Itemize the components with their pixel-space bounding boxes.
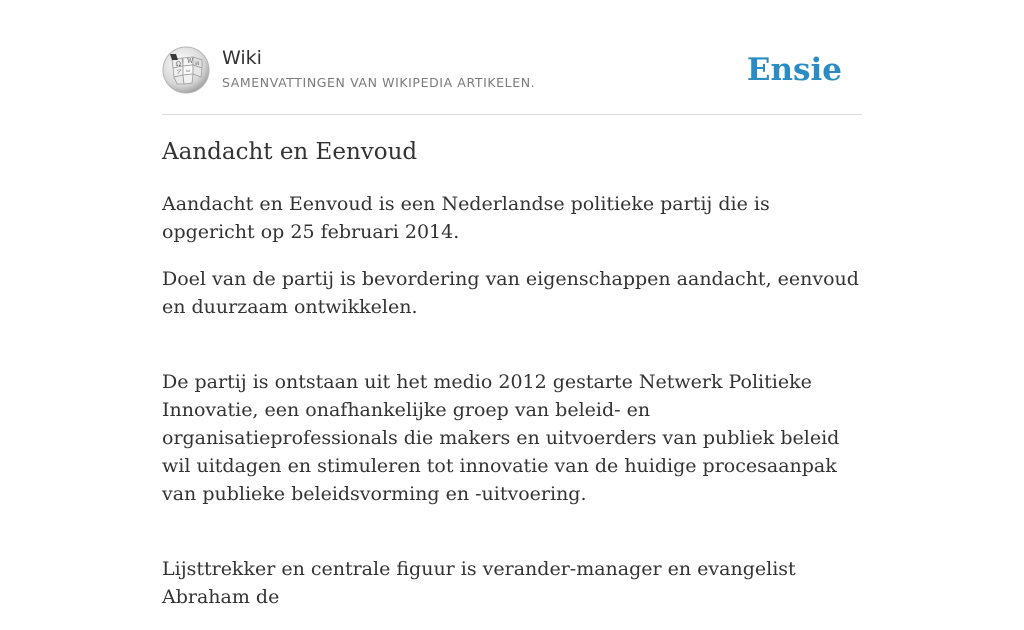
article-paragraph: Aandacht en Eenvoud is een Nederlandse politieke partij die is opgericht op 25 februari 2014. bbox=[162, 193, 770, 243]
svg-text:ω: ω bbox=[186, 68, 191, 74]
svg-text:И: И bbox=[195, 61, 200, 67]
article-paragraph: De partij is ontstaan uit het medio 2012 gestarte Netwerk Politieke Innovatie, een onafhankelijke groep van beleid- en organisatieprofessionals die makers en uitvoerders van publiek beleid wil uitdagen en stimuleren tot innovatie van de huidige procesaanpak van publieke beleidsvorming en -uitvoering. bbox=[162, 371, 840, 505]
site-tagline: SAMENVATTINGEN VAN WIKIPEDIA ARTIKELEN. bbox=[222, 75, 536, 90]
article-paragraph: Doel van de partij is bevordering van eigenschappen aandacht, eenvoud en duurzaam ontwikkelen. bbox=[162, 268, 859, 318]
article-title: Aandacht en Eenvoud bbox=[162, 139, 418, 165]
svg-text:Ω: Ω bbox=[176, 61, 181, 68]
paragraph-spacer bbox=[162, 527, 862, 555]
ensie-logo[interactable]: Ensie bbox=[746, 52, 842, 88]
svg-text:W: W bbox=[187, 58, 194, 65]
site-name[interactable]: Wiki bbox=[222, 47, 262, 69]
site-header bbox=[162, 46, 862, 115]
paragraph-spacer bbox=[162, 340, 862, 368]
article-body bbox=[162, 190, 862, 630]
wikipedia-globe-icon[interactable] bbox=[162, 46, 210, 94]
svg-text:ア: ア bbox=[176, 69, 183, 76]
article-paragraph: Lijsttrekker en centrale figuur is verander-manager en evangelist Abraham de bbox=[162, 558, 796, 608]
